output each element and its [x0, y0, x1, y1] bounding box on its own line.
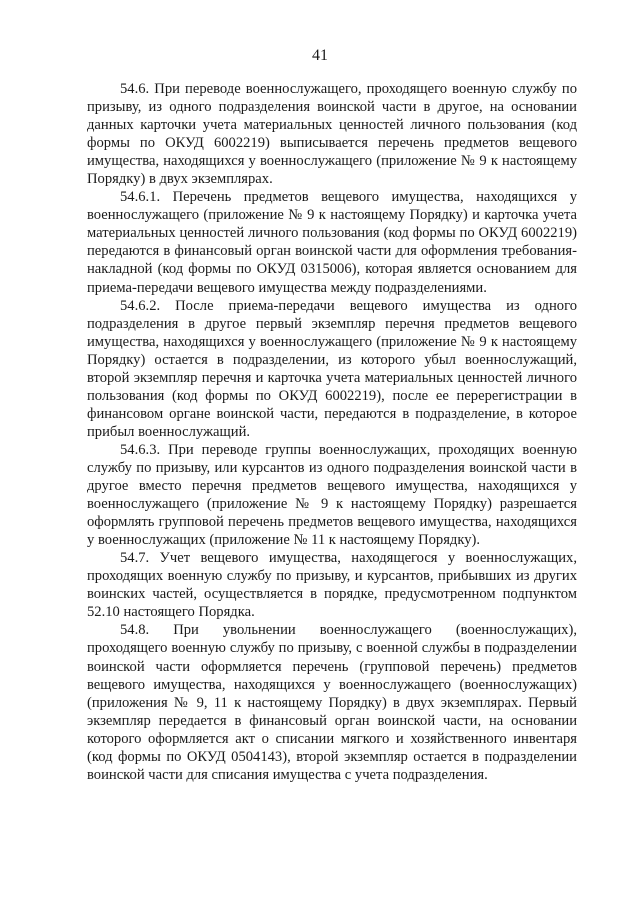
paragraph-54-8: 54.8. При увольнении военнослужащего (военнослужащих), проходящего военную службу по призыву, с военной службы в подразделении воинской части оформляется перечень (групповой перечень) предметов вещевого имущества, находящихся у военнослужащего (военнослужащих) (приложения № 9, 11 к настоящему Порядку) в двух экземплярах. Первый экземпляр передается в финансовый орган воинской части, на основании которого оформляется акт о списании мягкого и хозяйственного инвентаря (код формы по ОКУД 0504143), второй экземпляр остается в подразделении воинской части для списания имущества с учета подразделения. — [87, 622, 577, 783]
paragraph-54-6-2: 54.6.2. После приема-передачи вещевого имущества из одного подразделения в другое первый экземпляр перечня предметов вещевого имущества, находящихся у военнослужащего (приложение № 9 к настоящему Порядку) остается в подразделении, из которого убыл военнослужащий, второй экземпляр перечня и карточка учета материальных ценностей личного пользования (код формы по ОКУД 6002219), после ее перерегистрации в финансовом органе воинской части, передаются в подразделение, в которое прибыл военнослужащий. — [87, 297, 577, 440]
page-number: 41 — [312, 47, 328, 64]
paragraph-54-6: 54.6. При переводе военнослужащего, проходящего военную службу по призыву, из одного подразделения воинской части в другое, на основании данных карточки учета материальных ценностей личного пользования (код формы по ОКУД 6002219) выписывается перечень предметов вещевого имущества, находящихся у военнослужащего (приложение № 9 к настоящему Порядку) в двух экземплярах. — [87, 81, 577, 188]
paragraph-54-7: 54.7. Учет вещевого имущества, находящегося у военнослужащих, проходящих военную службу по призыву, и курсантов, прибывших из других воинских частей, осуществляется в порядке, предусмотренном подпунктом 52.10 настоящего Порядка. — [87, 550, 577, 621]
paragraph-54-6-3: 54.6.3. При переводе группы военнослужащих, проходящих военную службу по призыву, или курсантов из одного подразделения воинской части в другое вместо перечня предметов вещевого имущества, находящихся у военнослужащего (приложение № 9 к настоящему Порядку) разрешается оформлять групповой перечень предметов вещевого имущества, находящихся у военнослужащих (приложение № 11 к настоящему Порядку). — [87, 441, 577, 549]
document-body — [87, 80, 577, 784]
paragraph-54-6-1: 54.6.1. Перечень предметов вещевого имущества, находящихся у военнослужащего (приложение № 9 к настоящему Порядку) и карточка учета материальных ценностей личного пользования (код формы по ОКУД 6002219) передаются в финансовый орган воинской части для оформления требования-накладной (код формы по ОКУД 0315006), которая является основанием для приема-передачи вещевого имущества между подразделениями. — [87, 189, 577, 296]
